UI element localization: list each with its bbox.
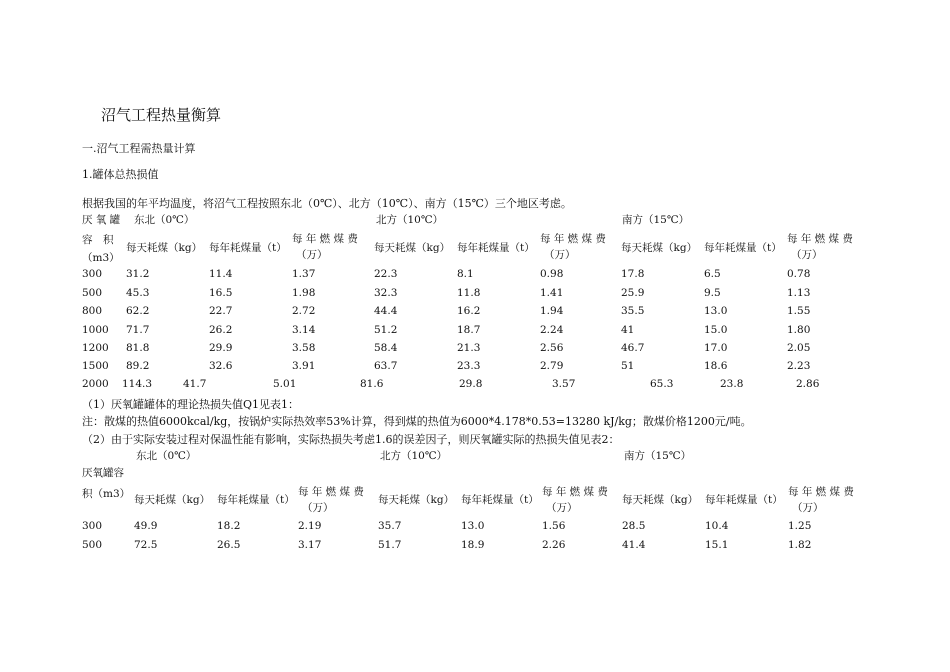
section-heading: 一.沼气工程需热量计算: [82, 142, 196, 155]
table1-volume-unit: （m3）: [82, 252, 120, 264]
table-cell: 1500: [82, 360, 109, 372]
table-cell: 26.2: [209, 324, 233, 336]
table2-header-daily-coal: 每天耗煤（kg）: [378, 494, 455, 506]
table-cell: 114.3: [122, 378, 153, 390]
table-cell: 29.9: [209, 342, 233, 354]
table-cell: 13.0: [704, 305, 728, 317]
table-cell: 35.7: [378, 520, 402, 532]
table-cell: 500: [82, 539, 103, 551]
table1-header-annual-cost: 每 年 燃 煤 费: [292, 233, 358, 245]
table1-header-cost-unit: （万）: [296, 249, 328, 261]
table-cell: 17.8: [621, 268, 645, 280]
table2-header-annual-cost: 每 年 燃 煤 费: [788, 486, 854, 498]
table-cell: 16.5: [209, 287, 233, 299]
table-cell: 800: [82, 305, 103, 317]
table-cell: 2.56: [540, 342, 564, 354]
table-cell: 41: [621, 324, 635, 336]
table2-header-daily-coal: 每天耗煤（kg）: [622, 494, 699, 506]
table1-header-annual-coal: 每年耗煤量（t）: [209, 242, 287, 254]
table2-header-annual-coal: 每年耗煤量（t）: [217, 494, 295, 506]
table2-region-north: 北方（10℃）: [380, 450, 448, 462]
table-cell: 1000: [82, 324, 109, 336]
fuel-note: 注：散煤的热值6000kcal/kg，按锅炉实际热效率53%计算，得到煤的热值为6000*4.178*0.53=13280 kJ/kg；散煤价格1200元/吨。: [82, 415, 752, 428]
table-cell: 65.3: [650, 378, 674, 390]
table-cell: 18.2: [217, 520, 241, 532]
table-cell: 15.1: [705, 539, 729, 551]
table-cell: 21.3: [457, 342, 481, 354]
table-cell: 1.80: [787, 324, 811, 336]
table-cell: 32.6: [209, 360, 233, 372]
table2-header-annual-coal: 每年耗煤量（t）: [705, 494, 783, 506]
table-cell: 6.5: [704, 268, 721, 280]
table-cell: 26.5: [217, 539, 241, 551]
table-cell: 32.3: [374, 287, 398, 299]
table-cell: 29.8: [459, 378, 483, 390]
table1-region-north: 北方（10℃）: [376, 214, 444, 226]
table1-header-annual-coal: 每年耗煤量（t）: [704, 242, 782, 254]
table2-header-cost-unit: （万）: [546, 502, 578, 514]
intro-paragraph: 根据我国的年平均温度，将沼气工程按照东北（0℃）、北方（10℃）、南方（15℃）三个地区考虑。: [82, 197, 572, 210]
table-cell: 25.9: [621, 287, 645, 299]
table-cell: 1.94: [540, 305, 564, 317]
table2-region-south: 南方（15℃）: [624, 450, 692, 462]
table2-region-northeast: 东北（0℃）: [136, 450, 197, 462]
table-cell: 71.7: [126, 324, 150, 336]
table1-header-daily-coal: 每天耗煤（kg）: [374, 242, 451, 254]
table-cell: 500: [82, 287, 103, 299]
table-cell: 51.7: [378, 539, 402, 551]
table-cell: 2.72: [292, 305, 316, 317]
table2-header-annual-cost: 每 年 燃 煤 费: [542, 486, 608, 498]
table1-header-annual-coal: 每年耗煤量（t）: [457, 242, 535, 254]
table-cell: 1.41: [540, 287, 564, 299]
table-cell: 17.0: [704, 342, 728, 354]
table-cell: 9.5: [704, 287, 721, 299]
table-cell: 31.2: [126, 268, 150, 280]
table2-caption: （2）由于实际安装过程对保温性能有影响，实际热损失考虑1.6的误差因子，则厌氧罐实际的热损失值见表2：: [82, 433, 620, 446]
table1-header-daily-coal: 每天耗煤（kg）: [126, 242, 203, 254]
table-cell: 2.24: [540, 324, 564, 336]
table1-header-annual-cost: 每 年 燃 煤 费: [787, 233, 853, 245]
table-cell: 18.7: [457, 324, 481, 336]
table-cell: 2.05: [787, 342, 811, 354]
table1-header-cost-unit: （万）: [544, 249, 576, 261]
table-cell: 28.5: [622, 520, 646, 532]
table1-header-cost-unit: （万）: [791, 249, 823, 261]
table-cell: 23.3: [457, 360, 481, 372]
table-cell: 3.58: [292, 342, 316, 354]
table1-header-daily-coal: 每天耗煤（kg）: [621, 242, 698, 254]
subsection-heading: 1.罐体总热损值: [82, 168, 159, 181]
table-cell: 41.7: [183, 378, 207, 390]
table-cell: 44.4: [374, 305, 398, 317]
table-cell: 63.7: [374, 360, 398, 372]
table-cell: 16.2: [457, 305, 481, 317]
table-cell: 0.98: [540, 268, 564, 280]
table-cell: 22.7: [209, 305, 233, 317]
table-cell: 13.0: [461, 520, 485, 532]
table-cell: 2.26: [542, 539, 566, 551]
page-title: 沼气工程热量衡算: [101, 106, 222, 124]
table-cell: 46.7: [621, 342, 645, 354]
table-cell: 35.5: [621, 305, 645, 317]
table-cell: 49.9: [134, 520, 158, 532]
table-cell: 1.25: [788, 520, 812, 532]
table2-header-annual-coal: 每年耗煤量（t）: [461, 494, 539, 506]
table-cell: 11.4: [209, 268, 233, 280]
table-cell: 58.4: [374, 342, 398, 354]
table-cell: 300: [82, 268, 103, 280]
table-cell: 89.2: [126, 360, 150, 372]
table-cell: 2.79: [540, 360, 564, 372]
table-cell: 62.2: [126, 305, 150, 317]
table-cell: 3.17: [298, 539, 322, 551]
table-cell: 8.1: [457, 268, 474, 280]
table1-header-annual-cost: 每 年 燃 煤 费: [540, 233, 606, 245]
table-cell: 51.2: [374, 324, 398, 336]
table-cell: 81.6: [360, 378, 384, 390]
table-cell: 1200: [82, 342, 109, 354]
table2-header-cost-unit: （万）: [302, 502, 334, 514]
table2-header-cost-unit: （万）: [792, 502, 824, 514]
table1-corner-label: 厌 氧 罐: [82, 214, 121, 226]
table1-volume-label: 容 积: [82, 234, 114, 246]
table-cell: 2.19: [298, 520, 322, 532]
table-cell: 1.98: [292, 287, 316, 299]
table-cell: 10.4: [705, 520, 729, 532]
table-cell: 81.8: [126, 342, 150, 354]
table-cell: 23.8: [720, 378, 744, 390]
table-cell: 5.01: [273, 378, 297, 390]
table-cell: 41.4: [622, 539, 646, 551]
table2-volume-unit: 积（m3）: [82, 488, 131, 500]
table-cell: 2000: [82, 378, 109, 390]
table1-region-northeast: 东北（0℃）: [134, 214, 195, 226]
table-cell: 2.86: [796, 378, 820, 390]
table-cell: 3.14: [292, 324, 316, 336]
table-cell: 11.8: [457, 287, 481, 299]
table-cell: 0.78: [787, 268, 811, 280]
table1-region-south: 南方（15℃）: [622, 214, 690, 226]
table-cell: 18.6: [704, 360, 728, 372]
table-cell: 1.82: [788, 539, 812, 551]
table-cell: 3.57: [552, 378, 576, 390]
table-cell: 300: [82, 520, 103, 532]
table2-header-daily-coal: 每天耗煤（kg）: [134, 494, 211, 506]
table-cell: 51: [621, 360, 635, 372]
table-cell: 2.23: [787, 360, 811, 372]
table-cell: 45.3: [126, 287, 150, 299]
table-cell: 15.0: [704, 324, 728, 336]
table1-caption: （1）厌氧罐罐体的理论热损失值Q1见表1：: [82, 398, 300, 411]
table2-volume-label: 厌氧罐容: [82, 467, 124, 479]
table-cell: 1.56: [542, 520, 566, 532]
table-cell: 1.13: [787, 287, 811, 299]
table-cell: 3.91: [292, 360, 316, 372]
table2-header-annual-cost: 每 年 燃 煤 费: [298, 486, 364, 498]
table-cell: 1.37: [292, 268, 316, 280]
table-cell: 22.3: [374, 268, 398, 280]
table-cell: 18.9: [461, 539, 485, 551]
table-cell: 1.55: [787, 305, 811, 317]
table-cell: 72.5: [134, 539, 158, 551]
